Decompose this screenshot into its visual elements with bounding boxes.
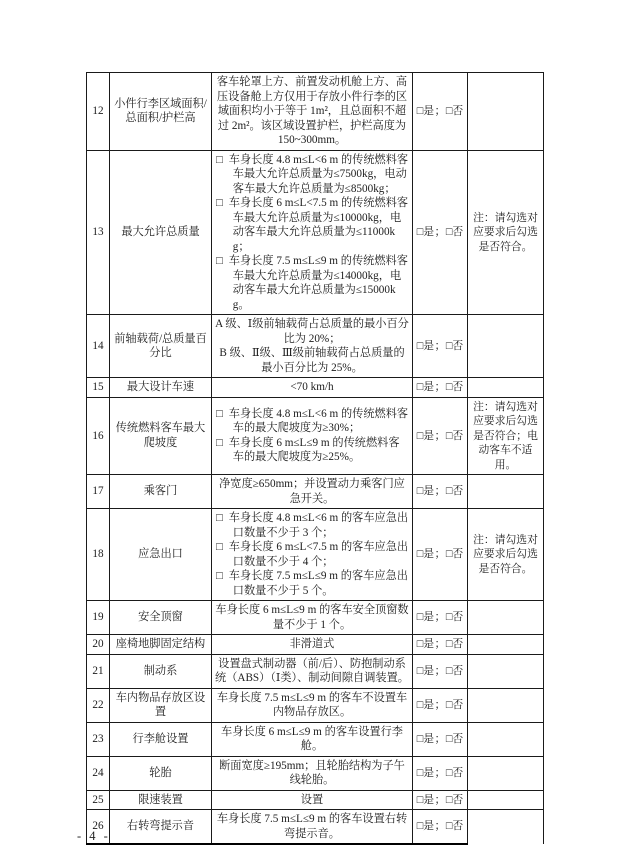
compliance-cell bbox=[413, 397, 468, 475]
row-number: 23 bbox=[87, 722, 110, 756]
requirement-option bbox=[216, 407, 410, 436]
table-row bbox=[87, 509, 544, 601]
requirement-cell bbox=[212, 150, 413, 315]
yes-checkbox[interactable]: □是 bbox=[416, 698, 435, 711]
compliance-separator: ； bbox=[434, 429, 446, 442]
option-checkbox-icon[interactable]: □ bbox=[216, 570, 223, 582]
option-checkbox-icon[interactable]: □ bbox=[216, 197, 223, 209]
no-checkbox[interactable]: □否 bbox=[445, 105, 464, 117]
requirement-text: B 级、Ⅱ级、Ⅲ级前轴载荷占总质量的最小百分比为 25%。 bbox=[219, 347, 405, 374]
no-checkbox[interactable]: □否 bbox=[445, 611, 464, 624]
row-number: 12 bbox=[87, 73, 110, 151]
option-text: 车身长度 4.8 m≤L<6 m 的客车应急出口数量不少于 3 个； bbox=[228, 512, 409, 539]
no-checkbox[interactable]: □否 bbox=[445, 339, 464, 352]
requirement-cell bbox=[212, 378, 413, 398]
compliance-cell bbox=[413, 654, 468, 688]
requirement-text: 非滑道式 bbox=[289, 638, 335, 650]
requirement-option bbox=[216, 436, 410, 465]
compliance-separator: ； bbox=[434, 548, 446, 561]
item-name: 最大允许总质量 bbox=[110, 150, 212, 315]
requirement-cell bbox=[212, 397, 413, 475]
option-checkbox-icon[interactable]: □ bbox=[216, 512, 223, 524]
requirement-option bbox=[216, 196, 410, 254]
compliance-cell bbox=[413, 601, 468, 635]
row-number: 22 bbox=[87, 688, 110, 722]
yes-checkbox[interactable]: □是 bbox=[416, 766, 435, 779]
no-checkbox[interactable]: □否 bbox=[445, 766, 464, 779]
compliance-checklist-table bbox=[86, 72, 544, 845]
compliance-cell bbox=[413, 756, 468, 790]
row-number: 26 bbox=[87, 810, 110, 845]
compliance-separator: ； bbox=[434, 611, 446, 624]
note-cell bbox=[468, 315, 544, 378]
compliance-cell bbox=[413, 790, 468, 810]
requirement-text: 净宽度≥650mm；并设置动力乘客门应急开关。 bbox=[219, 478, 405, 505]
compliance-separator: ； bbox=[434, 105, 446, 117]
table-row bbox=[87, 810, 544, 845]
yes-checkbox[interactable]: □是 bbox=[416, 638, 435, 650]
no-checkbox[interactable]: □否 bbox=[445, 548, 464, 561]
yes-checkbox[interactable]: □是 bbox=[416, 339, 435, 352]
note-cell bbox=[468, 722, 544, 756]
option-text: 车身长度 6 m≤L<7.5 m 的客车应急出口数量不少于 4 个； bbox=[228, 541, 409, 568]
row-number: 19 bbox=[87, 601, 110, 635]
compliance-separator: ； bbox=[434, 732, 446, 745]
requirement-cell bbox=[212, 654, 413, 688]
option-checkbox-icon[interactable]: □ bbox=[216, 436, 223, 449]
option-text: 车身长度 4.8 m≤L<6 m 的传统燃料客车最大允许总质量为≤7500kg，电动客车最大允许总质量为≤8500kg； bbox=[228, 153, 409, 195]
yes-checkbox[interactable]: □是 bbox=[416, 485, 435, 498]
requirement-option bbox=[216, 254, 410, 312]
checklist-table-body bbox=[87, 73, 544, 845]
note-cell bbox=[468, 601, 544, 635]
requirement-cell bbox=[212, 635, 413, 655]
row-number: 15 bbox=[87, 378, 110, 398]
row-number: 24 bbox=[87, 756, 110, 790]
yes-checkbox[interactable]: □是 bbox=[416, 664, 435, 677]
item-name: 座椅地脚固定结构 bbox=[110, 635, 212, 655]
row-number: 18 bbox=[87, 509, 110, 601]
note-cell bbox=[468, 654, 544, 688]
requirement-cell bbox=[212, 790, 413, 810]
no-checkbox[interactable]: □否 bbox=[445, 485, 464, 498]
table-row bbox=[87, 790, 544, 810]
item-name: 安全顶窗 bbox=[110, 601, 212, 635]
compliance-cell bbox=[413, 315, 468, 378]
compliance-separator: ； bbox=[434, 793, 446, 806]
compliance-separator: ； bbox=[434, 381, 446, 393]
table-row bbox=[87, 475, 544, 509]
option-text: 车身长度 6 m≤L≤9 m 的传统燃料客车的最大爬坡度为≥25%。 bbox=[228, 436, 400, 464]
option-checkbox-icon[interactable]: □ bbox=[216, 153, 223, 166]
yes-checkbox[interactable]: □是 bbox=[416, 105, 435, 117]
row-number: 16 bbox=[87, 397, 110, 475]
requirement-option bbox=[216, 511, 410, 540]
note-cell bbox=[468, 73, 544, 151]
requirement-text: 设置 bbox=[300, 793, 324, 806]
note-cell: 注：请勾选对应要求后勾选是否符合。 bbox=[468, 150, 544, 315]
note-cell: 注：请勾选对应要求后勾选是否符合；电动客车不适用。 bbox=[468, 397, 544, 475]
requirement-cell bbox=[212, 601, 413, 635]
note-cell bbox=[468, 635, 544, 655]
item-name: 限速装置 bbox=[110, 790, 212, 810]
note-cell bbox=[468, 378, 544, 398]
option-text: 车身长度 4.8 m≤L<6 m 的传统燃料客车的最大爬坡度为≥30%； bbox=[228, 407, 409, 435]
note-cell: 注：请勾选对应要求后勾选是否符合。 bbox=[468, 509, 544, 601]
note-cell bbox=[468, 790, 544, 810]
compliance-separator: ； bbox=[434, 226, 446, 238]
table-row bbox=[87, 654, 544, 688]
compliance-separator: ； bbox=[434, 638, 446, 650]
requirement-cell bbox=[212, 315, 413, 378]
row-number: 21 bbox=[87, 654, 110, 688]
requirement-text: 车身长度 7.5 m≤L≤9 m 的客车不设置车内物品存放区。 bbox=[216, 691, 408, 718]
requirement-text: 断面宽度≥195mm；且轮胎结构为子午线轮胎。 bbox=[219, 759, 405, 786]
table-row bbox=[87, 397, 544, 475]
yes-checkbox[interactable]: □是 bbox=[416, 732, 435, 745]
table-row bbox=[87, 722, 544, 756]
requirement-cell bbox=[212, 73, 413, 151]
no-checkbox[interactable]: □否 bbox=[445, 381, 464, 393]
compliance-cell bbox=[413, 73, 468, 151]
option-text: 车身长度 6 m≤L<7.5 m 的传统燃料客车最大允许总质量为≤10000kg，电动客车最大允许总质量为≤11000kg； bbox=[228, 197, 409, 253]
requirement-cell bbox=[212, 475, 413, 509]
table-row bbox=[87, 635, 544, 655]
item-name: 传统燃料客车最大爬坡度 bbox=[110, 397, 212, 475]
item-name: 制动系 bbox=[110, 654, 212, 688]
no-checkbox[interactable]: □否 bbox=[445, 820, 464, 833]
no-checkbox[interactable]: □否 bbox=[445, 793, 464, 806]
note-cell bbox=[468, 475, 544, 509]
item-name: 小件行李区域面积/总面积/护栏高 bbox=[110, 73, 212, 151]
item-name: 轮胎 bbox=[110, 756, 212, 790]
table-row bbox=[87, 756, 544, 790]
option-checkbox-icon[interactable]: □ bbox=[216, 407, 223, 420]
compliance-cell bbox=[413, 722, 468, 756]
compliance-cell bbox=[413, 150, 468, 315]
yes-checkbox[interactable]: □是 bbox=[416, 381, 435, 393]
requirement-text: A 级、Ⅰ级前轴载荷占总质量的最小百分比为 20%； bbox=[215, 318, 409, 345]
no-checkbox[interactable]: □否 bbox=[445, 732, 464, 745]
table-row bbox=[87, 315, 544, 378]
requirement-option bbox=[216, 153, 410, 197]
row-number: 25 bbox=[87, 790, 110, 810]
requirement-text: 车身长度 6 m≤L≤9 m 的客车安全顶窗数量不少于 1 个。 bbox=[215, 604, 409, 631]
no-checkbox[interactable]: □否 bbox=[445, 664, 464, 677]
row-number: 14 bbox=[87, 315, 110, 378]
compliance-separator: ； bbox=[434, 664, 446, 677]
requirement-option bbox=[216, 540, 410, 569]
yes-checkbox[interactable]: □是 bbox=[416, 226, 435, 238]
requirement-cell bbox=[212, 756, 413, 790]
row-number: 13 bbox=[87, 150, 110, 315]
requirement-option bbox=[216, 569, 410, 598]
compliance-separator: ； bbox=[434, 766, 446, 779]
item-name: 右转弯提示音 bbox=[110, 810, 212, 845]
row-number: 20 bbox=[87, 635, 110, 655]
requirement-cell bbox=[212, 509, 413, 601]
yes-checkbox[interactable]: □是 bbox=[416, 793, 435, 806]
note-cell bbox=[468, 688, 544, 722]
requirement-text: 车身长度 7.5 m≤L≤9 m 的客车设置右转弯提示音。 bbox=[216, 813, 408, 840]
option-text: 车身长度 7.5 m≤L≤9 m 的传统燃料客车最大允许总质量为≤14000kg，电动客车最大允许总质量为≤15000kg。 bbox=[228, 255, 408, 311]
row-number: 17 bbox=[87, 475, 110, 509]
item-name: 前轴载荷/总质量百分比 bbox=[110, 315, 212, 378]
compliance-separator: ； bbox=[434, 698, 446, 711]
yes-checkbox[interactable]: □是 bbox=[416, 429, 435, 442]
requirement-cell bbox=[212, 810, 413, 845]
requirement-text: 车身长度 6 m≤L≤9 m 的客车设置行李舱。 bbox=[221, 725, 403, 752]
yes-checkbox[interactable]: □是 bbox=[416, 611, 435, 624]
compliance-cell bbox=[413, 635, 468, 655]
compliance-cell bbox=[413, 688, 468, 722]
item-name: 最大设计车速 bbox=[110, 378, 212, 398]
no-checkbox[interactable]: □否 bbox=[445, 429, 464, 442]
option-checkbox-icon[interactable]: □ bbox=[216, 541, 223, 553]
compliance-separator: ； bbox=[434, 485, 446, 498]
item-name: 乘客门 bbox=[110, 475, 212, 509]
yes-checkbox[interactable]: □是 bbox=[416, 548, 435, 561]
option-checkbox-icon[interactable]: □ bbox=[216, 255, 223, 267]
item-name: 车内物品存放区设置 bbox=[110, 688, 212, 722]
table-row bbox=[87, 688, 544, 722]
requirement-text: 设置盘式制动器（前/后）、防抱制动系统（ABS）（Ⅰ类）、制动间隙自调装置。 bbox=[215, 657, 409, 684]
item-name: 行李舱设置 bbox=[110, 722, 212, 756]
no-checkbox[interactable]: □否 bbox=[445, 698, 464, 711]
table-row bbox=[87, 73, 544, 151]
compliance-cell bbox=[413, 509, 468, 601]
option-text: 车身长度 7.5 m≤L≤9 m 的客车应急出口数量不少于 5 个。 bbox=[228, 570, 408, 597]
table-row bbox=[87, 601, 544, 635]
yes-checkbox[interactable]: □是 bbox=[416, 820, 435, 833]
compliance-separator: ； bbox=[434, 339, 446, 352]
table-row bbox=[87, 378, 544, 398]
compliance-cell bbox=[413, 810, 468, 845]
no-checkbox[interactable]: □否 bbox=[445, 638, 464, 650]
requirement-cell bbox=[212, 688, 413, 722]
table-row bbox=[87, 150, 544, 315]
requirement-cell bbox=[212, 722, 413, 756]
requirement-text: 客车轮罩上方、前置发动机舱上方、高压设备舱上方仅用于存放小件行李的区域面积均小于等于 1m²，且总面积不超过 2m²。该区域设置护栏，护栏高度为 150~300mm。 bbox=[216, 76, 408, 146]
compliance-cell bbox=[413, 475, 468, 509]
requirement-text: <70 km/h bbox=[290, 381, 334, 393]
compliance-cell bbox=[413, 378, 468, 398]
no-checkbox[interactable]: □否 bbox=[445, 226, 464, 238]
note-cell bbox=[468, 756, 544, 790]
page-number: - 4 - bbox=[77, 829, 111, 843]
compliance-separator: ； bbox=[434, 820, 446, 833]
item-name: 应急出口 bbox=[110, 509, 212, 601]
note-cell bbox=[468, 810, 544, 845]
